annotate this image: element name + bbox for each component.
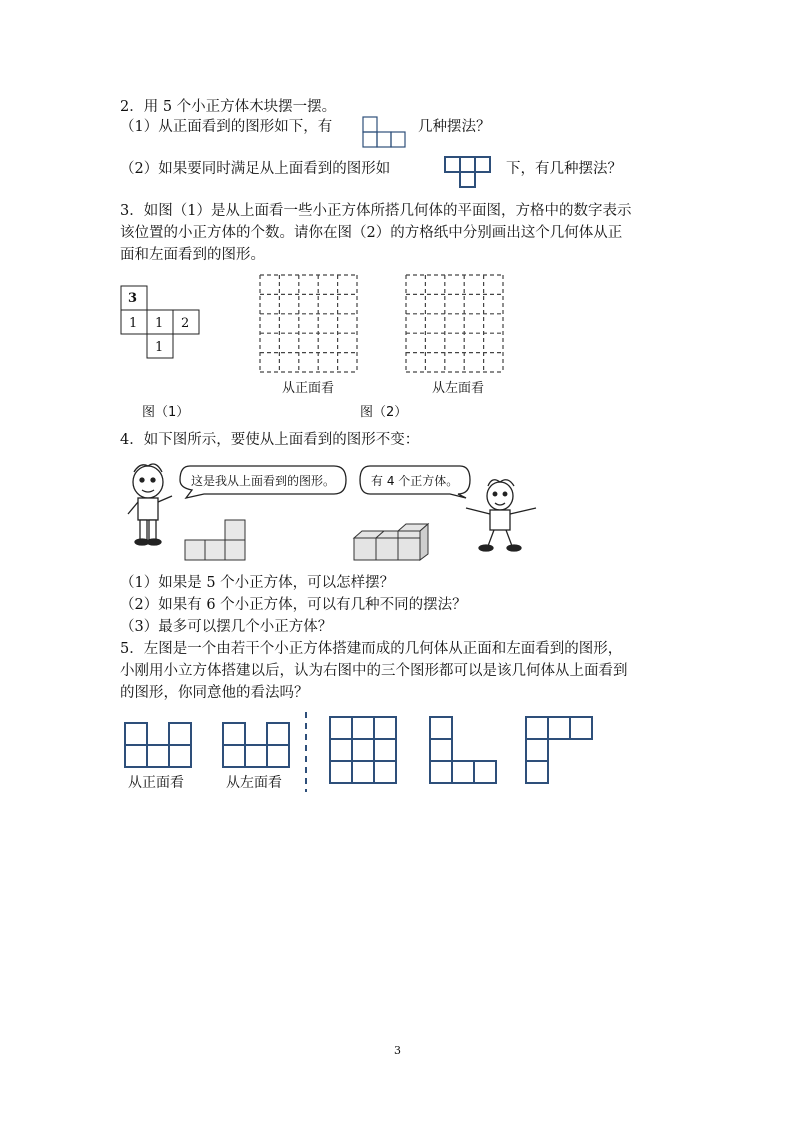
q5-line2: 小刚用小立方体搭建以后，认为右图中的三个图形都可以是该几何体从上面看到 xyxy=(120,663,628,679)
q5-front-view-figure xyxy=(124,722,196,772)
top-view-shape-figure xyxy=(183,518,249,562)
four-cubes-figure xyxy=(352,522,436,566)
q5-left-caption: 从左面看 xyxy=(226,775,282,791)
boy-right-illustration xyxy=(458,478,542,554)
dashed-separator xyxy=(304,712,308,794)
left-view-caption: 从左面看 xyxy=(432,381,485,396)
grid-number: 3 xyxy=(128,291,138,306)
q4-sub2: （2）如果有 6 个小正方体，可以有几种不同的摆法？ xyxy=(120,597,467,613)
grid-number: 1 xyxy=(129,316,138,331)
boy-left-illustration xyxy=(118,462,178,550)
grid-number: 1 xyxy=(155,340,164,355)
q5-line1: 5．左图是一个由若干个小正方体搭建而成的几何体从正面和左面看到的图形， xyxy=(120,641,623,657)
left-view-dashed-grid xyxy=(406,275,506,375)
fig2-caption: 图（2） xyxy=(360,405,408,420)
page-number: 3 xyxy=(394,1044,401,1057)
grid-number: 2 xyxy=(181,316,190,331)
q3-line1: 3．如图（1）是从上面看一些小正方体所搭几何体的平面图，方格中的数字表示 xyxy=(120,203,632,219)
top-view-option-b xyxy=(429,716,499,786)
q2-front-view-figure xyxy=(362,116,408,150)
grid-number: 1 xyxy=(155,316,164,331)
q4-sub1: （1）如果是 5 个小正方体，可以怎样摆？ xyxy=(120,575,395,591)
q5-line3: 的图形，你同意他的看法吗？ xyxy=(120,685,309,701)
bubble2-text: 有 4 个正方体。 xyxy=(371,474,459,488)
top-view-option-c xyxy=(525,716,595,786)
fig1-caption: 图（1） xyxy=(142,405,190,420)
front-view-dashed-grid xyxy=(260,275,360,375)
q5-front-caption: 从正面看 xyxy=(128,775,184,791)
q3-line2: 该位置的小正方体的个数。请你在图（2）的方格纸中分别画出这个几何体从正 xyxy=(120,225,623,241)
top-view-option-a xyxy=(329,716,399,786)
q3-line3: 面和左面看到的图形。 xyxy=(120,247,265,263)
q2-top-view-figure xyxy=(444,156,494,192)
q2-title: 2．用 5 个小正方体木块摆一摆。 xyxy=(120,99,337,115)
q4-sub3: （3）最多可以摆几个小正方体？ xyxy=(120,619,333,635)
q2-part2-text: （2）如果要同时满足从上面看到的图形如 xyxy=(120,161,391,177)
front-view-caption: 从正面看 xyxy=(282,381,335,396)
bubble1-text: 这是我从上面看到的图形。 xyxy=(191,474,336,488)
q5-left-view-figure xyxy=(222,722,294,772)
q4-line1: 4．如下图所示，要使从上面看到的图形不变： xyxy=(120,432,420,448)
q2-part2-end: 下，有几种摆法？ xyxy=(506,161,622,177)
q2-part1-text: （1）从正面看到的图形如下，有 xyxy=(120,119,333,135)
q2-part1-end: 几种摆法？ xyxy=(418,119,491,135)
